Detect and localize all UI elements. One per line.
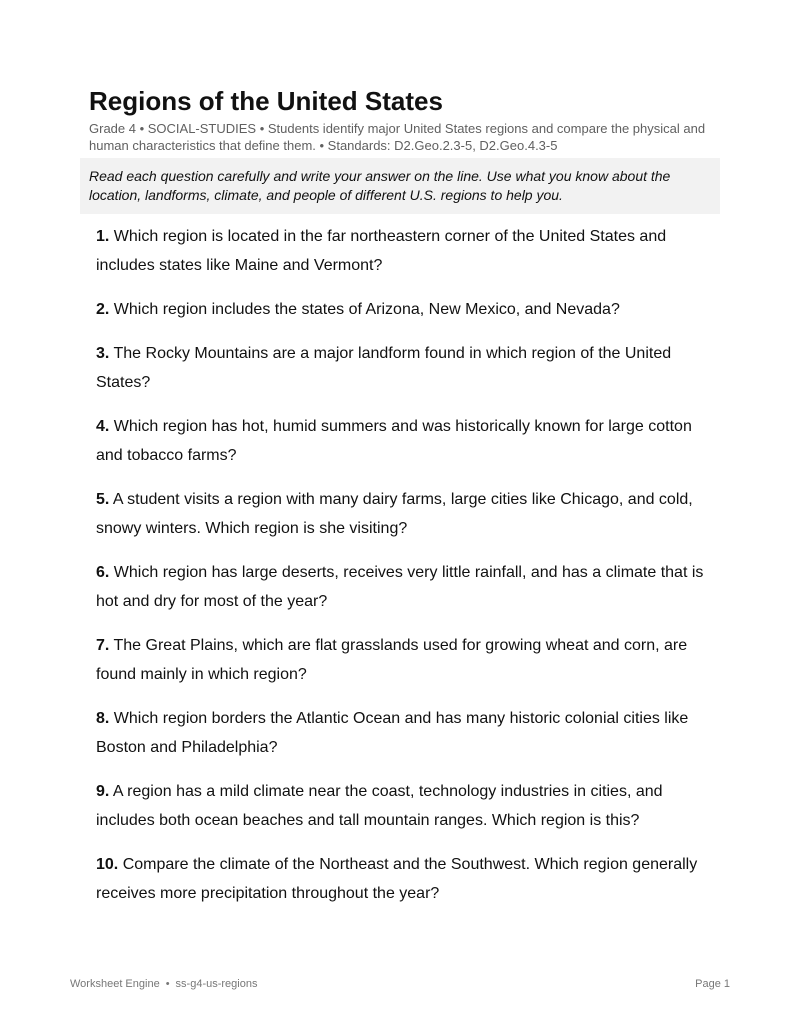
footer-separator: • <box>165 978 170 990</box>
question-text: Which region includes the states of Arizona, New Mexico, and Nevada? <box>113 301 620 318</box>
question-text: Which region is located in the far northeastern corner of the United States and includes states like Maine and Vermont? <box>96 228 667 274</box>
question-number: 1. <box>96 228 110 245</box>
question-number: 3. <box>96 345 110 362</box>
question-number: 10. <box>96 856 119 873</box>
question-2 <box>96 295 716 324</box>
question-text: A region has a mild climate near the coast, technology industries in cities, and includes both ocean beaches and tall mountain ranges. Which region is this? <box>96 783 663 829</box>
question-9 <box>96 777 716 835</box>
question-list <box>96 222 716 923</box>
question-8 <box>96 704 716 762</box>
question-number: 9. <box>96 783 110 800</box>
worksheet-subtitle: Grade 4 • SOCIAL-STUDIES • Students identify major United States regions and compare the physical and human characteristics that define them. • Standards: D2.Geo.2.3-5, D2.Geo.4.3-5 <box>89 121 706 153</box>
question-number: 7. <box>96 637 110 654</box>
question-1 <box>96 222 716 280</box>
question-text: A student visits a region with many dairy farms, large cities like Chicago, and cold, snowy winters. Which region is she visiting? <box>96 491 693 537</box>
question-text: Which region has hot, humid summers and was historically known for large cotton and tobacco farms? <box>96 418 692 464</box>
question-text: The Great Plains, which are flat grasslands used for growing wheat and corn, are found mainly in which region? <box>96 637 688 683</box>
question-text: Compare the climate of the Northeast and the Southwest. Which region generally receives more precipitation throughout the year? <box>96 856 698 902</box>
question-number: 5. <box>96 491 110 508</box>
footer-worksheet-id: ss-g4-us-regions <box>175 978 258 990</box>
question-number: 8. <box>96 710 110 727</box>
footer-source <box>70 978 257 990</box>
footer-engine: Worksheet Engine <box>70 978 160 990</box>
question-text: Which region borders the Atlantic Ocean and has many historic colonial cities like Boston and Philadelphia? <box>96 710 689 756</box>
question-number: 6. <box>96 564 110 581</box>
question-4 <box>96 412 716 470</box>
question-7 <box>96 631 716 689</box>
question-number: 2. <box>96 301 110 318</box>
question-10 <box>96 850 716 908</box>
question-6 <box>96 558 716 616</box>
page-title: Regions of the United States <box>89 86 443 116</box>
question-3 <box>96 339 716 397</box>
question-5 <box>96 485 716 543</box>
question-number: 4. <box>96 418 110 435</box>
footer-page-number: Page 1 <box>695 978 730 990</box>
question-text: Which region has large deserts, receives very little rainfall, and has a climate that is hot and dry for most of the year? <box>96 564 704 610</box>
question-text: The Rocky Mountains are a major landform found in which region of the United States? <box>96 345 672 391</box>
instructions-box: Read each question carefully and write your answer on the line. Use what you know about the location, landforms, climate, and people of different U.S. regions to help you. <box>80 158 720 214</box>
